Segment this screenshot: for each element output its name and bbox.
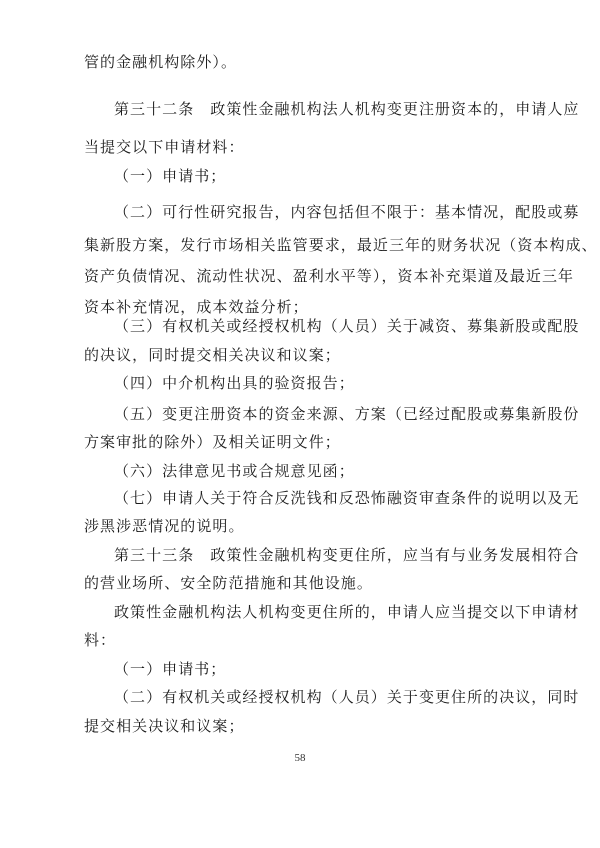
list-item: （一）申请书； xyxy=(114,660,227,678)
list-item: （四）中介机构出具的验资报告； xyxy=(114,374,355,392)
text-line: 提交相关决议和议案； xyxy=(84,717,245,735)
text-line: 料： xyxy=(84,631,117,649)
text-line: 资产负债情况、流动性状况、盈利水平等），资本补充渠道及最近三年 xyxy=(84,267,575,285)
article-33-heading-line: 第三十三条 政策性金融机构变更住所，应当有与业务发展相符合 xyxy=(114,546,580,564)
list-item: （二）有权机关或经授权机构（人员）关于变更住所的决议，同时 xyxy=(114,688,580,706)
text-line: 资本补充情况，成本效益分析； xyxy=(84,298,309,316)
text-line: 管的金融机构除外）。 xyxy=(84,53,238,71)
list-item: （五）变更注册资本的资金来源、方案（已经过配股或募集新股份 xyxy=(114,405,580,423)
list-item: （三）有权机关或经授权机构（人员）关于减资、募集新股或配股 xyxy=(114,317,580,335)
list-item: （六）法律意见书或合规意见函； xyxy=(114,462,355,480)
list-item: （一）申请书； xyxy=(114,167,227,185)
list-item: （七）申请人关于符合反洗钱和反恐怖融资审查条件的说明以及无 xyxy=(114,489,580,507)
text-line: 方案审批的除外）及相关证明文件； xyxy=(84,433,341,451)
article-32-heading-line: 第三十二条 政策性金融机构法人机构变更注册资本的，申请人应 xyxy=(114,100,580,118)
text-line: 当提交以下申请材料： xyxy=(84,138,245,156)
list-item: （二）可行性研究报告，内容包括但不限于：基本情况，配股或募 xyxy=(114,203,580,221)
page-number: 58 xyxy=(294,752,306,764)
text-line: 的营业场所、安全防范措施和其他设施。 xyxy=(84,574,373,592)
text-line: 政策性金融机构法人机构变更住所的，申请人应当提交以下申请材 xyxy=(114,603,580,621)
text-line: 集新股方案，发行市场相关监管要求，最近三年的财务状况（资本构成、 xyxy=(84,236,598,254)
text-line: 的决议，同时提交相关决议和议案； xyxy=(84,346,341,364)
text-line: 涉黑涉恶情况的说明。 xyxy=(84,517,245,535)
